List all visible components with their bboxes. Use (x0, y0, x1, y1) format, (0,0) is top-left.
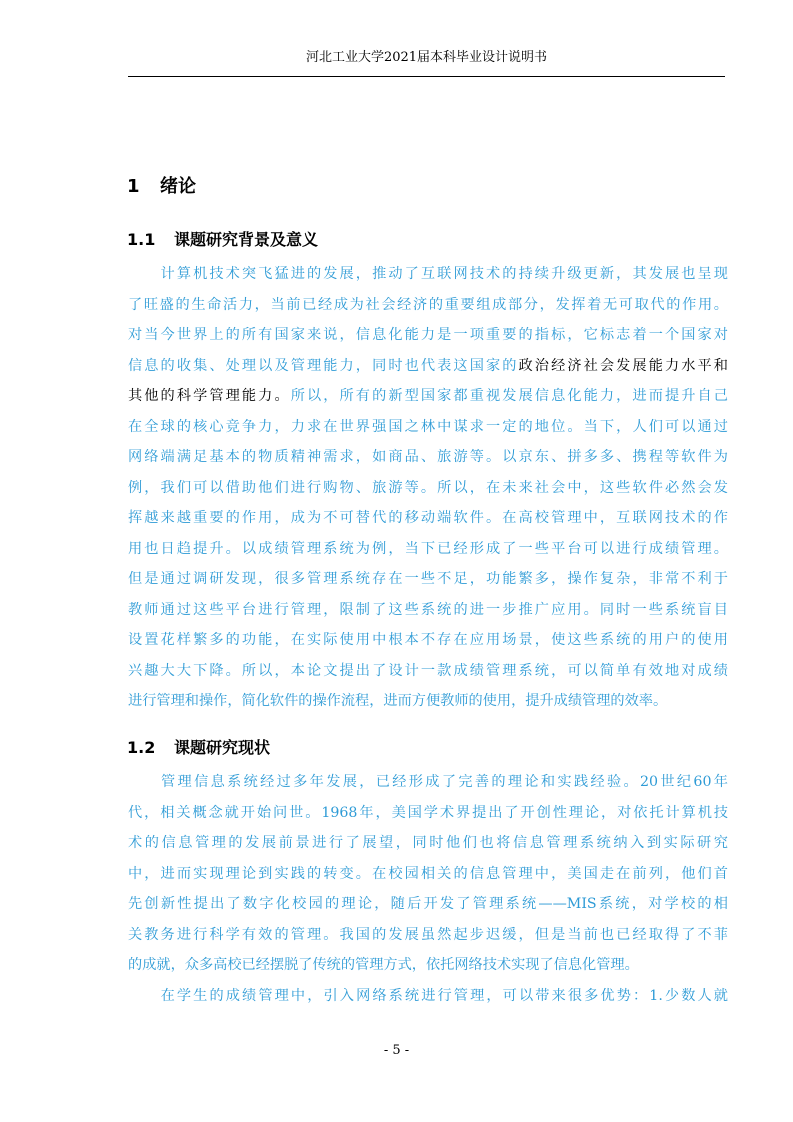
text-line: 用也日趋提升。以成绩管理系统为例，当下已经形成了一些平台可以进行成绩管理。 (128, 540, 728, 557)
text-run: 信息的收集、处理以及管理能力，同时也代表这国家的 (128, 357, 519, 374)
text-line (128, 351, 728, 382)
section-1-2-body (128, 767, 728, 1011)
text-line: 计算机技术突飞猛进的发展，推动了互联网技术的持续升级更新，其发展也呈现 (128, 266, 728, 282)
text-run-black: 其他的科学管理能力。 (128, 388, 291, 404)
text-line: 对当今世界上的所有国家来说，信息化能力是一项重要的指标，它标志着一个国家对 (128, 327, 728, 343)
section-title: 课题研究现状 (174, 738, 271, 757)
chapter-number: 1 (127, 176, 140, 197)
section-title: 课题研究背景及意义 (174, 230, 319, 249)
text-line: 了旺盛的生命活力，当前已经成为社会经济的重要组成部分，发挥着无可取代的作用。 (128, 296, 728, 313)
text-line: 在全球的核心竞争力，力求在世界强国之林中谋求一定的地位。当下，人们可以通过 (128, 418, 728, 435)
chapter-heading (127, 175, 196, 199)
section-number: 1.2 (127, 738, 156, 757)
section-heading-1-2 (127, 737, 270, 759)
text-run-black: 政治经济社会发展能力水平和 (518, 357, 728, 374)
header-divider (128, 76, 725, 77)
text-line (128, 381, 728, 412)
text-run: 所以，所有的新型国家都重视发展信息化能力，进而提升自己 (290, 388, 728, 404)
text-line: 设置花样繁多的功能，在实际使用中根本不存在应用场景，使这些系统的用户的使用 (128, 632, 728, 648)
text-line: 进行管理和操作，简化软件的操作流程，进而方便教师的使用，提升成绩管理的效率。 (128, 693, 668, 709)
text-line: 例，我们可以借助他们进行购物、旅游等。所以，在未来社会中，这些软件必然会发 (128, 479, 728, 496)
text-line: 但是通过调研发现，很多管理系统存在一些不足，功能繁多，操作复杂，非常不利于 (128, 571, 728, 587)
text-line: 兴趣大大下降。所以，本论文提出了设计一款成绩管理系统，可以简单有效地对成绩 (128, 662, 728, 679)
text-line: 管理信息系统经过多年发展，已经形成了完善的理论和实践经验。20世纪60年 (128, 774, 728, 790)
text-line: 关教务进行科学有效的管理。我国的发展虽然起步迟缓，但是当前也已经取得了不菲 (128, 926, 728, 943)
text-line: 的成就，众多高校已经摆脱了传统的管理方式，依托网络技术实现了信息化管理。 (128, 957, 639, 973)
text-line: 挥越来越重要的作用，成为不可替代的移动端软件。在高校管理中，互联网技术的作 (128, 510, 728, 526)
text-line: 先创新性提出了数字化校园的理论，随后开发了管理系统——MIS系统，对学校的相 (128, 896, 728, 912)
text-line: 教师通过这些平台进行管理，限制了这些系统的进一步推广应用。同时一些系统盲目 (128, 601, 728, 618)
section-1-1-body (128, 259, 728, 717)
text-line: 中，进而实现理论到实践的转变。在校园相关的信息管理中，美国走在前列，他们首 (128, 865, 728, 882)
section-number: 1.1 (127, 230, 156, 249)
text-line: 代，相关概念就开始问世。1968年，美国学术界提出了开创性理论，对依托计算机技 (128, 804, 728, 821)
page-number: - 5 - (383, 1043, 410, 1058)
chapter-title: 绪论 (160, 176, 196, 197)
text-line: 在学生的成绩管理中，引入网络系统进行管理，可以带来很多优势：1.少数人就 (128, 987, 728, 1004)
section-heading-1-1 (127, 229, 318, 251)
page-header: 河北工业大学2021届本科毕业设计说明书 (305, 50, 548, 65)
text-line: 网络端满足基本的物质精神需求，如商品、旅游等。以京东、拼多多、携程等软件为 (128, 449, 728, 465)
text-line: 术的信息管理的发展前景进行了展望，同时他们也将信息管理系统纳入到实际研究 (128, 835, 728, 851)
